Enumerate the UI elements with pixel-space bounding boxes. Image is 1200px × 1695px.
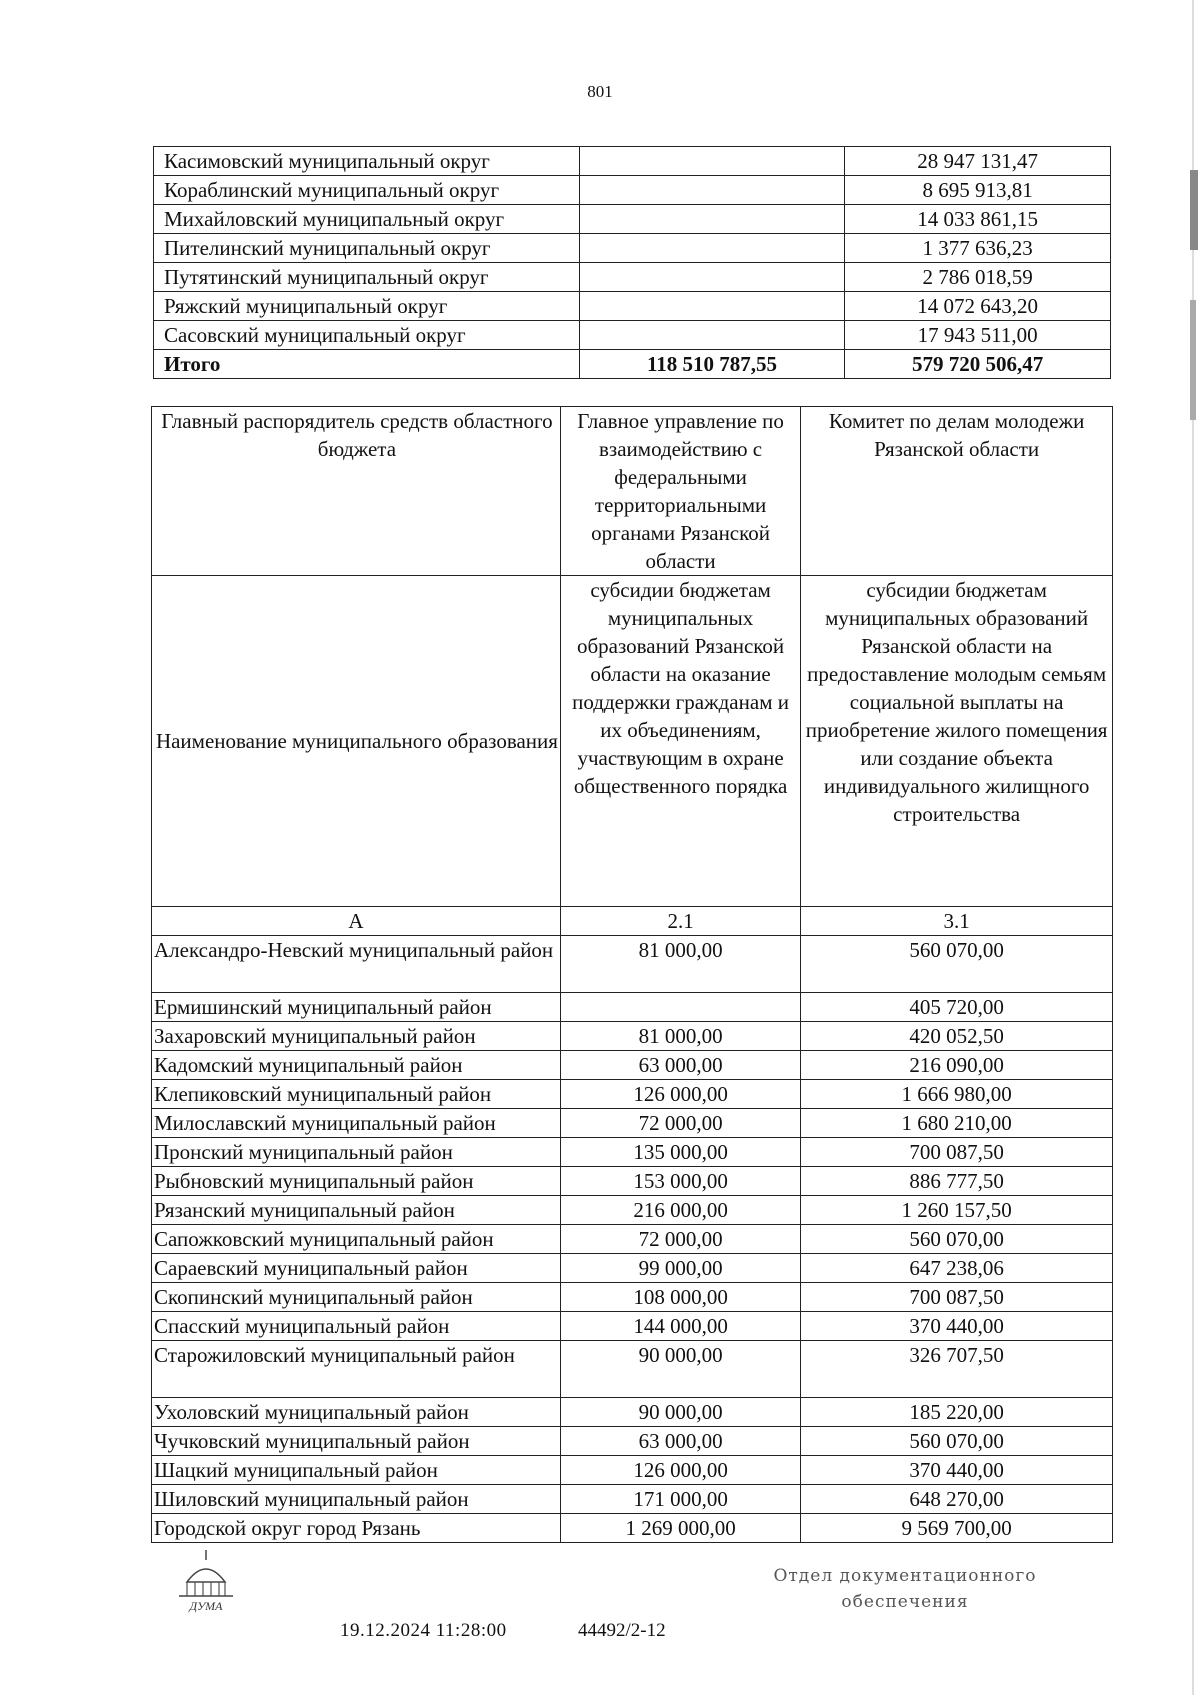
header-municipality-label: Наименование муниципального образования <box>152 576 561 907</box>
colnum-3-1: 3.1 <box>801 907 1113 936</box>
header-col2-administrator: Главное управление по взаимодействию с федеральными территориальными органами Рязанской области <box>560 407 800 576</box>
value-col3: 405 720,00 <box>801 993 1113 1022</box>
district-name: Рязанский муниципальный район <box>152 1196 561 1225</box>
value-col2: 126 000,00 <box>560 1456 800 1485</box>
value-col3: 2 786 018,59 <box>845 263 1111 292</box>
total-col2: 118 510 787,55 <box>579 350 845 379</box>
value-col3: 560 070,00 <box>801 936 1113 993</box>
value-col3: 8 695 913,81 <box>845 176 1111 205</box>
district-name: Шиловский муниципальный район <box>152 1485 561 1514</box>
table-row <box>152 1254 1113 1283</box>
district-name: Чучковский муниципальный район <box>152 1427 561 1456</box>
table-row <box>152 1341 1113 1398</box>
value-col2: 90 000,00 <box>560 1398 800 1427</box>
value-col2: 99 000,00 <box>560 1254 800 1283</box>
table-row <box>152 1022 1113 1051</box>
table-row <box>154 176 1111 205</box>
table-row <box>152 1398 1113 1427</box>
table-row <box>152 1196 1113 1225</box>
district-name: Захаровский муниципальный район <box>152 1022 561 1051</box>
value-col3: 700 087,50 <box>801 1138 1113 1167</box>
district-name: Пронский муниципальный район <box>152 1138 561 1167</box>
value-col2: 72 000,00 <box>560 1225 800 1254</box>
footer-department-stamp: Отдел документационного обеспечения <box>773 1566 1037 1612</box>
value-col2: 108 000,00 <box>560 1283 800 1312</box>
header-col3-administrator: Комитет по делам молодежи Рязанской области <box>801 407 1113 576</box>
table-row <box>154 292 1111 321</box>
value-col3: 185 220,00 <box>801 1398 1113 1427</box>
district-name: Путятинский муниципальный округ <box>154 263 580 292</box>
value-col3: 14 033 861,15 <box>845 205 1111 234</box>
header-row-administrator <box>152 407 1113 576</box>
table-row <box>154 263 1111 292</box>
district-name: Кораблинский муниципальный округ <box>154 176 580 205</box>
value-col3: 370 440,00 <box>801 1456 1113 1485</box>
value-col3: 28 947 131,47 <box>845 147 1111 176</box>
value-col3: 648 270,00 <box>801 1485 1113 1514</box>
district-name: Рыбновский муниципальный район <box>152 1167 561 1196</box>
district-name: Сапожковский муниципальный район <box>152 1225 561 1254</box>
table-row <box>152 1225 1113 1254</box>
value-col2 <box>579 292 845 321</box>
value-col2 <box>579 263 845 292</box>
district-name: Скопинский муниципальный район <box>152 1283 561 1312</box>
value-col2: 126 000,00 <box>560 1080 800 1109</box>
value-col3: 17 943 511,00 <box>845 321 1111 350</box>
value-col3: 1 260 157,50 <box>801 1196 1113 1225</box>
district-name: Пителинский муниципальный округ <box>154 234 580 263</box>
table-row <box>152 1080 1113 1109</box>
value-col2: 1 269 000,00 <box>560 1514 800 1543</box>
table-row <box>154 321 1111 350</box>
header-administrator-label: Главный распорядитель средств областного бюджета <box>152 407 561 576</box>
svg-text:ДУМА: ДУМА <box>189 1599 223 1613</box>
district-name: Сараевский муниципальный район <box>152 1254 561 1283</box>
district-name: Михайловский муниципальный округ <box>154 205 580 234</box>
header-col3-purpose: субсидии бюджетам муниципальных образований Рязанской области на предоставление молодым семьям социальной выплаты на приобретение жилого помещения или создание объекта индивидуального жилищного строительства <box>801 576 1113 907</box>
value-col2 <box>579 147 845 176</box>
value-col3: 216 090,00 <box>801 1051 1113 1080</box>
value-col3: 9 569 700,00 <box>801 1514 1113 1543</box>
table-row <box>152 1456 1113 1485</box>
value-col2: 81 000,00 <box>560 1022 800 1051</box>
total-row <box>154 350 1111 379</box>
value-col2: 153 000,00 <box>560 1167 800 1196</box>
total-label: Итого <box>154 350 580 379</box>
value-col3: 370 440,00 <box>801 1312 1113 1341</box>
table-row <box>152 1312 1113 1341</box>
value-col2 <box>579 205 845 234</box>
table-row <box>152 1485 1113 1514</box>
table-row <box>152 1514 1113 1543</box>
header-row-purpose <box>152 576 1113 907</box>
value-col2 <box>579 234 845 263</box>
footer-reg-number: 44492/2-12 <box>578 1620 666 1641</box>
table-row <box>152 1138 1113 1167</box>
value-col2: 144 000,00 <box>560 1312 800 1341</box>
table-row <box>152 1051 1113 1080</box>
colnum-2-1: 2.1 <box>560 907 800 936</box>
value-col2: 81 000,00 <box>560 936 800 993</box>
table-row <box>152 1109 1113 1138</box>
value-col3: 1 666 980,00 <box>801 1080 1113 1109</box>
value-col3: 647 238,06 <box>801 1254 1113 1283</box>
value-col3: 886 777,50 <box>801 1167 1113 1196</box>
column-number-row <box>152 907 1113 936</box>
district-name: Старожиловский муниципальный район <box>152 1341 561 1398</box>
district-name: Городской округ город Рязань <box>152 1514 561 1543</box>
subsidy-table <box>151 406 1113 1543</box>
colnum-a: А <box>152 907 561 936</box>
table-row <box>152 936 1113 993</box>
district-name: Шацкий муниципальный район <box>152 1456 561 1485</box>
table-row <box>152 1283 1113 1312</box>
summary-table-top <box>153 146 1111 379</box>
value-col2: 216 000,00 <box>560 1196 800 1225</box>
value-col3: 1 680 210,00 <box>801 1109 1113 1138</box>
value-col3: 420 052,50 <box>801 1022 1113 1051</box>
value-col3: 560 070,00 <box>801 1427 1113 1456</box>
table-row <box>152 1167 1113 1196</box>
value-col2: 171 000,00 <box>560 1485 800 1514</box>
district-name: Кадомский муниципальный район <box>152 1051 561 1080</box>
value-col2 <box>579 176 845 205</box>
table-row <box>154 205 1111 234</box>
header-col2-purpose: субсидии бюджетам муниципальных образований Рязанской области на оказание поддержки гражданам и их объединениям, участвующим в охране общественного порядка <box>560 576 800 907</box>
value-col2 <box>560 993 800 1022</box>
district-name: Ермишинский муниципальный район <box>152 993 561 1022</box>
value-col3: 700 087,50 <box>801 1283 1113 1312</box>
district-name: Спасский муниципальный район <box>152 1312 561 1341</box>
district-name: Касимовский муниципальный округ <box>154 147 580 176</box>
district-name: Милославский муниципальный район <box>152 1109 561 1138</box>
table-row <box>152 1427 1113 1456</box>
duma-logo-stamp <box>165 1548 247 1614</box>
value-col2 <box>579 321 845 350</box>
value-col2: 72 000,00 <box>560 1109 800 1138</box>
page-number: 801 <box>587 82 613 101</box>
table-row <box>152 993 1113 1022</box>
district-name: Ряжский муниципальный округ <box>154 292 580 321</box>
value-col2: 63 000,00 <box>560 1051 800 1080</box>
district-name: Ухоловский муниципальный район <box>152 1398 561 1427</box>
district-name: Александро-Невский муниципальный район <box>152 936 561 993</box>
value-col3: 14 072 643,20 <box>845 292 1111 321</box>
scan-edge-artifact <box>1186 0 1200 1695</box>
district-name: Клепиковский муниципальный район <box>152 1080 561 1109</box>
value-col3: 560 070,00 <box>801 1225 1113 1254</box>
value-col2: 90 000,00 <box>560 1341 800 1398</box>
value-col2: 135 000,00 <box>560 1138 800 1167</box>
total-col3: 579 720 506,47 <box>845 350 1111 379</box>
table-row <box>154 234 1111 263</box>
value-col3: 326 707,50 <box>801 1341 1113 1398</box>
table-row <box>154 147 1111 176</box>
value-col3: 1 377 636,23 <box>845 234 1111 263</box>
footer-datetime: 19.12.2024 11:28:00 <box>340 1620 507 1641</box>
value-col2: 63 000,00 <box>560 1427 800 1456</box>
district-name: Сасовский муниципальный округ <box>154 321 580 350</box>
